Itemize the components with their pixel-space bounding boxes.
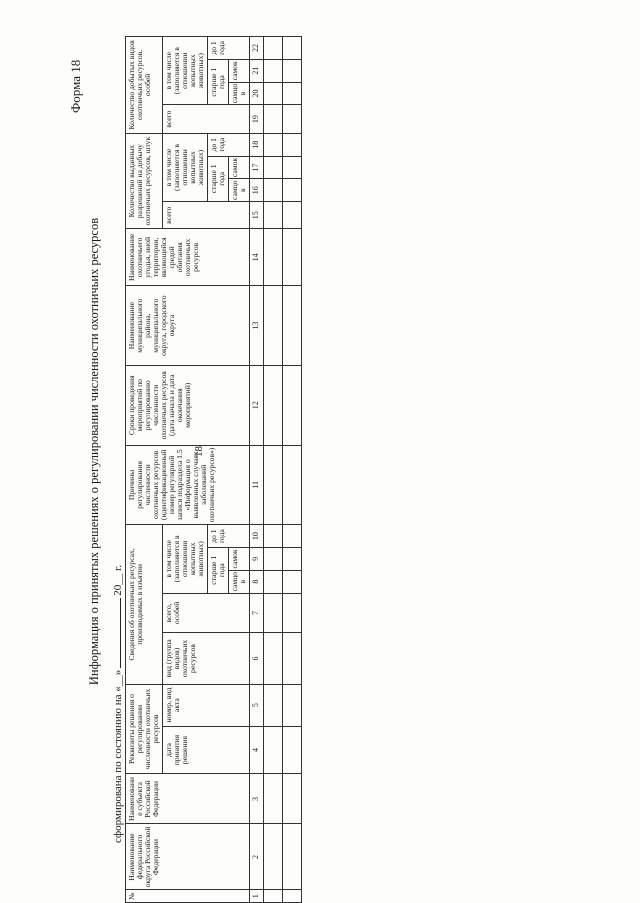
header-under-1y-animals: до 1 года: [207, 525, 249, 548]
column-number: 13: [249, 286, 263, 366]
table-cell: [263, 156, 282, 179]
header-harvested-total: всего: [162, 105, 249, 133]
table-cell: [282, 365, 301, 445]
column-number: 7: [249, 593, 263, 633]
table-cell: [263, 525, 282, 548]
table-cell: [282, 105, 301, 133]
header-harvest-group: Сведения об охотничьих ресурсах, производимых в изъятии: [126, 525, 163, 684]
table-cell: [263, 286, 282, 366]
table-cell: [282, 229, 301, 286]
header-incl-harvested: в том числе (заполняется в отношении копытных животных): [162, 37, 207, 105]
table-cell: [282, 133, 301, 156]
column-number: 11: [249, 445, 263, 525]
table-cell: [282, 684, 301, 726]
column-number: 22: [249, 37, 263, 60]
header-federal-district: Наименование федерального округа Российской Федерации: [126, 824, 250, 890]
header-permits-total: всего: [162, 202, 249, 229]
column-number: 18: [249, 133, 263, 156]
table-cell: [263, 593, 282, 633]
column-number-row: [249, 37, 263, 903]
table-cell: [282, 286, 301, 366]
header-number: №: [126, 890, 250, 903]
table-cell: [282, 82, 301, 105]
column-number: 3: [249, 774, 263, 824]
header-males-animals: самцов: [228, 570, 249, 593]
header-permits-group: Количество выданных разрешений на добычу охотничьих ресурсов, штук: [126, 133, 163, 229]
table-cell: [282, 774, 301, 824]
column-number: 16: [249, 179, 263, 202]
header-incl-animals: в том числе (заполняется в отношении копытных животных): [162, 525, 207, 593]
table-cell: [263, 229, 282, 286]
column-number: 15: [249, 202, 263, 229]
header-older-1y-permits: старше 1 года: [207, 156, 228, 202]
table-cell: [263, 105, 282, 133]
header-under-1y-permits: до 1 года: [207, 133, 249, 156]
table-cell: [263, 37, 282, 60]
header-under-1y-harvested: до 1 года: [207, 37, 249, 60]
table-cell: [263, 202, 282, 229]
header-municipality: Наименование муниципального района, муниципального округа, городского округа: [126, 286, 250, 366]
status-prefix: сформирована по состоянию на «__»: [112, 669, 124, 843]
table-cell: [263, 890, 282, 903]
header-older-1y-animals: старше 1 года: [207, 548, 228, 594]
column-number: 12: [249, 365, 263, 445]
empty-data-row: [282, 37, 301, 903]
table-cell: [263, 548, 282, 571]
status-blank: [120, 598, 121, 668]
empty-data-row: [263, 37, 282, 903]
table-cell: [263, 726, 282, 774]
column-number: 14: [249, 229, 263, 286]
form-label: Форма 18: [68, 59, 83, 113]
header-females-permits: самок: [228, 156, 249, 179]
header-subject: Наименование субъекта Российской Федерации: [126, 774, 250, 824]
header-females-animals: самок: [228, 548, 249, 571]
table-cell: [282, 179, 301, 202]
table-cell: [282, 633, 301, 684]
table-cell: [282, 445, 301, 525]
table-cell: [282, 570, 301, 593]
header-older-1y-harvested: старше 1 года: [207, 59, 228, 105]
column-number: 1: [249, 890, 263, 903]
column-number: 10: [249, 525, 263, 548]
column-number: 8: [249, 570, 263, 593]
table-cell: [263, 684, 282, 726]
table-cell: [282, 525, 301, 548]
status-line: [112, 565, 124, 843]
column-number: 2: [249, 824, 263, 890]
table-cell: [282, 726, 301, 774]
table-cell: [282, 548, 301, 571]
column-number: 4: [249, 726, 263, 774]
table-cell: [263, 445, 282, 525]
column-number: 20: [249, 82, 263, 105]
header-females-harvested: самок: [228, 59, 249, 82]
header-hunting-ground: Наименование охотничьего угодья, иной территории, являющейся средой обитания охотничьих ресурсов: [126, 229, 250, 286]
header-reasons: Причины регулирования численности охотничьих ресурсов (идентификационный номер регулярной записи подраздела 1.5 «Информация о выявленных случаях заболеваний охотничьих ресурсов»): [126, 445, 250, 525]
table-cell: [263, 179, 282, 202]
page-number: 18: [193, 446, 205, 457]
column-number: 6: [249, 633, 263, 684]
column-number: 19: [249, 105, 263, 133]
table-cell: [263, 570, 282, 593]
header-incl-permits: в том числе (заполняется в отношении копытных животных): [162, 133, 207, 201]
table-cell: [282, 59, 301, 82]
table-cell: [282, 202, 301, 229]
header-species: вид (группа видов) охотничьих ресурсов: [162, 633, 249, 684]
table-cell: [282, 156, 301, 179]
header-terms: Сроки проведения мероприятий по регулированию численности охотничьих ресурсов (дата начала и дата окончания мероприятий): [126, 365, 250, 445]
table-cell: [282, 593, 301, 633]
table-cell: [263, 59, 282, 82]
table-cell: [263, 774, 282, 824]
column-number: 5: [249, 684, 263, 726]
status-year: 20__ г.: [112, 564, 124, 596]
header-males-harvested: самцов: [228, 82, 249, 105]
header-total-animals: всего, особей: [162, 593, 249, 633]
document-title: Информация о принятых решениях о регулировании численности охотничьих ресурсов: [87, 217, 101, 686]
header-harvested-group: Количество добытых видов охотничьих ресурсов, особей: [126, 37, 163, 134]
table-cell: [282, 890, 301, 903]
table-cell: [282, 824, 301, 890]
table-cell: [263, 824, 282, 890]
column-number: 21: [249, 59, 263, 82]
header-decision-group: Реквизиты решения о регулировании численности охотничьих ресурсов: [126, 684, 163, 774]
column-number: 9: [249, 548, 263, 571]
table-cell: [263, 365, 282, 445]
table-cell: [263, 133, 282, 156]
header-decision-date: дата принятия решения: [162, 726, 249, 774]
column-number: 17: [249, 156, 263, 179]
table-cell: [263, 633, 282, 684]
header-decision-number: номер, вид акта: [162, 684, 249, 726]
header-males-permits: самцов: [228, 179, 249, 202]
report-table: [125, 36, 302, 903]
table-cell: [282, 37, 301, 60]
table-cell: [263, 82, 282, 105]
